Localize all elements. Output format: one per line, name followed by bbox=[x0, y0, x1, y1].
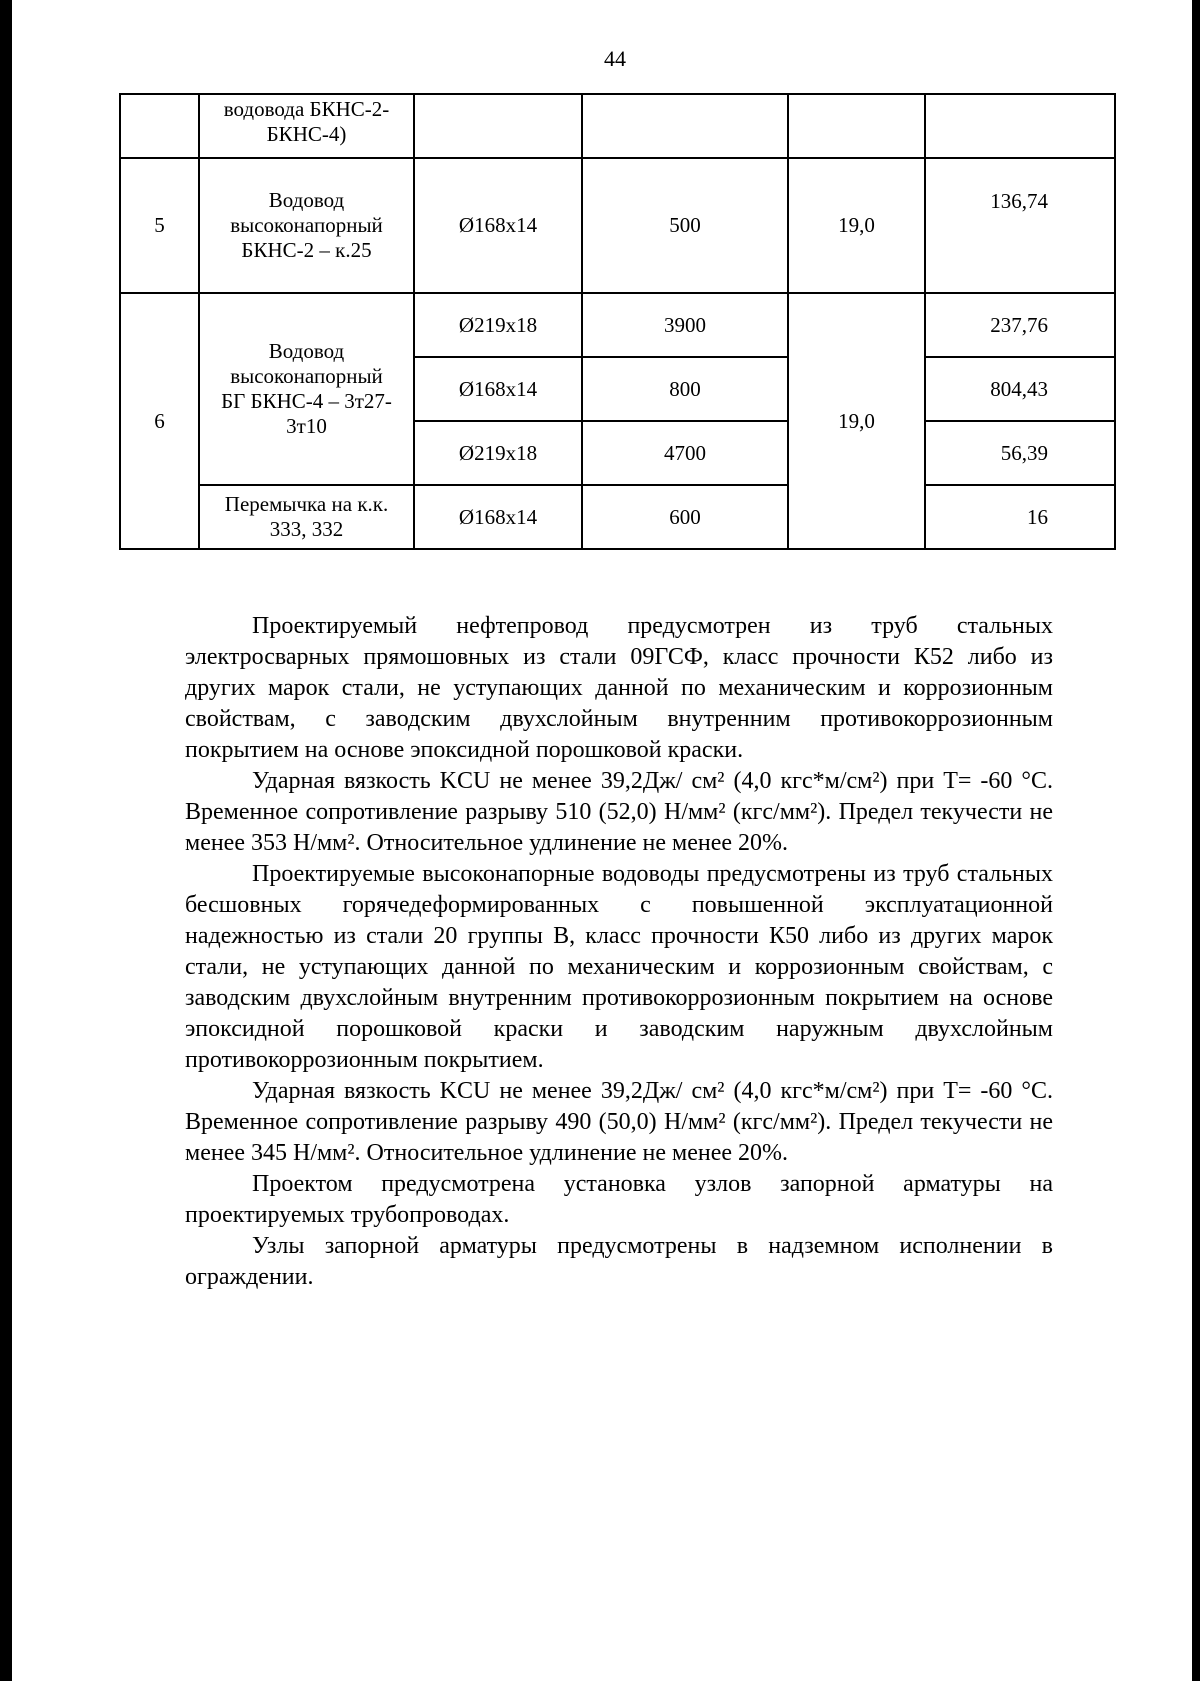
table-cell: 237,76 bbox=[925, 293, 1115, 357]
paragraph: Узлы запорной арматуры предусмотрены в надземном исполнении в ограждении. bbox=[185, 1233, 1053, 1290]
table-cell: 5 bbox=[120, 158, 199, 293]
table-cell: водовода БКНС-2- БКНС-4) bbox=[199, 94, 414, 158]
scan-right-edge bbox=[1192, 0, 1200, 1681]
table-cell: Перемычка на к.к. 333, 332 bbox=[199, 485, 414, 549]
table-cell: 6 bbox=[120, 293, 199, 549]
table-cell bbox=[925, 94, 1115, 158]
table-cell: 800 bbox=[582, 357, 788, 421]
table-cell bbox=[788, 94, 925, 158]
table-cell: 600 bbox=[582, 485, 788, 549]
table-cell: 500 bbox=[582, 158, 788, 293]
table-cell: Ø219x18 bbox=[414, 293, 582, 357]
table-row bbox=[120, 293, 1115, 357]
paragraph: Проектируемые высоконапорные водоводы предусмотрены из труб стальных бесшовных горячедеформированных с повышенной эксплуатационной надежностью из стали 20 группы В, класс прочности К50 либо из других марок стали, не уступающих данной по механическим и коррозионным свойствам, с заводским двухслойным внутренним противокоррозионным покрытием на основе эпоксидной порошковой краски и заводским наружным двухслойным противокоррозионным покрытием. bbox=[185, 861, 1053, 1073]
table-cell: Ø168x14 bbox=[414, 158, 582, 293]
table-cell: Ø219x18 bbox=[414, 421, 582, 485]
pipeline-table bbox=[119, 93, 1116, 550]
table-cell bbox=[582, 94, 788, 158]
table-cell: 136,74 bbox=[925, 158, 1115, 293]
table-cell: Ø168x14 bbox=[414, 357, 582, 421]
table-row bbox=[120, 158, 1115, 293]
table-cell: 16 bbox=[925, 485, 1115, 549]
body-text bbox=[185, 611, 1053, 1293]
table-cell: 804,43 bbox=[925, 357, 1115, 421]
table-cell: 4700 bbox=[582, 421, 788, 485]
table-cell: Водовод высоконапорный БГ БКНС-4 – 3т27- 3т10 bbox=[199, 293, 414, 485]
table-cell: Ø168x14 bbox=[414, 485, 582, 549]
table-cell: 56,39 bbox=[925, 421, 1115, 485]
paragraph: Проектом предусмотрена установка узлов запорной арматуры на проектируемых трубопроводах. bbox=[185, 1171, 1053, 1228]
paragraph: Ударная вязкость KCU не менее 39,2Дж/ см² (4,0 кгс*м/см²) при Т= -60 °С. Временное сопротивление разрыву 510 (52,0) Н/мм² (кгс/мм²). Предел текучести не менее 353 Н/мм². Относительное удлинение не менее 20%. bbox=[185, 768, 1053, 856]
table-cell: 3900 bbox=[582, 293, 788, 357]
paragraph: Проектируемый нефтепровод предусмотрен из труб стальных электросварных прямошовных из стали 09ГСФ, класс прочности К52 либо из других марок стали, не уступающих данной по механическим и коррозионным свойствам, с заводским двухслойным внутренним противокоррозионным покрытием на основе эпоксидной порошковой краски. bbox=[185, 613, 1053, 763]
page-number: 44 bbox=[604, 46, 626, 71]
table-cell bbox=[120, 94, 199, 158]
paragraph: Ударная вязкость KCU не менее 39,2Дж/ см² (4,0 кгс*м/см²) при Т= -60 °С. Временное сопротивление разрыву 490 (50,0) Н/мм² (кгс/мм²). Предел текучести не менее 345 Н/мм². Относительное удлинение не менее 20%. bbox=[185, 1078, 1053, 1166]
table-row bbox=[120, 94, 1115, 158]
table-cell: 19,0 bbox=[788, 293, 925, 549]
table-row bbox=[120, 485, 1115, 549]
table-cell: 19,0 bbox=[788, 158, 925, 293]
table-cell bbox=[414, 94, 582, 158]
scan-left-edge bbox=[0, 0, 12, 1681]
table-cell: Водовод высоконапорный БКНС-2 – к.25 bbox=[199, 158, 414, 293]
